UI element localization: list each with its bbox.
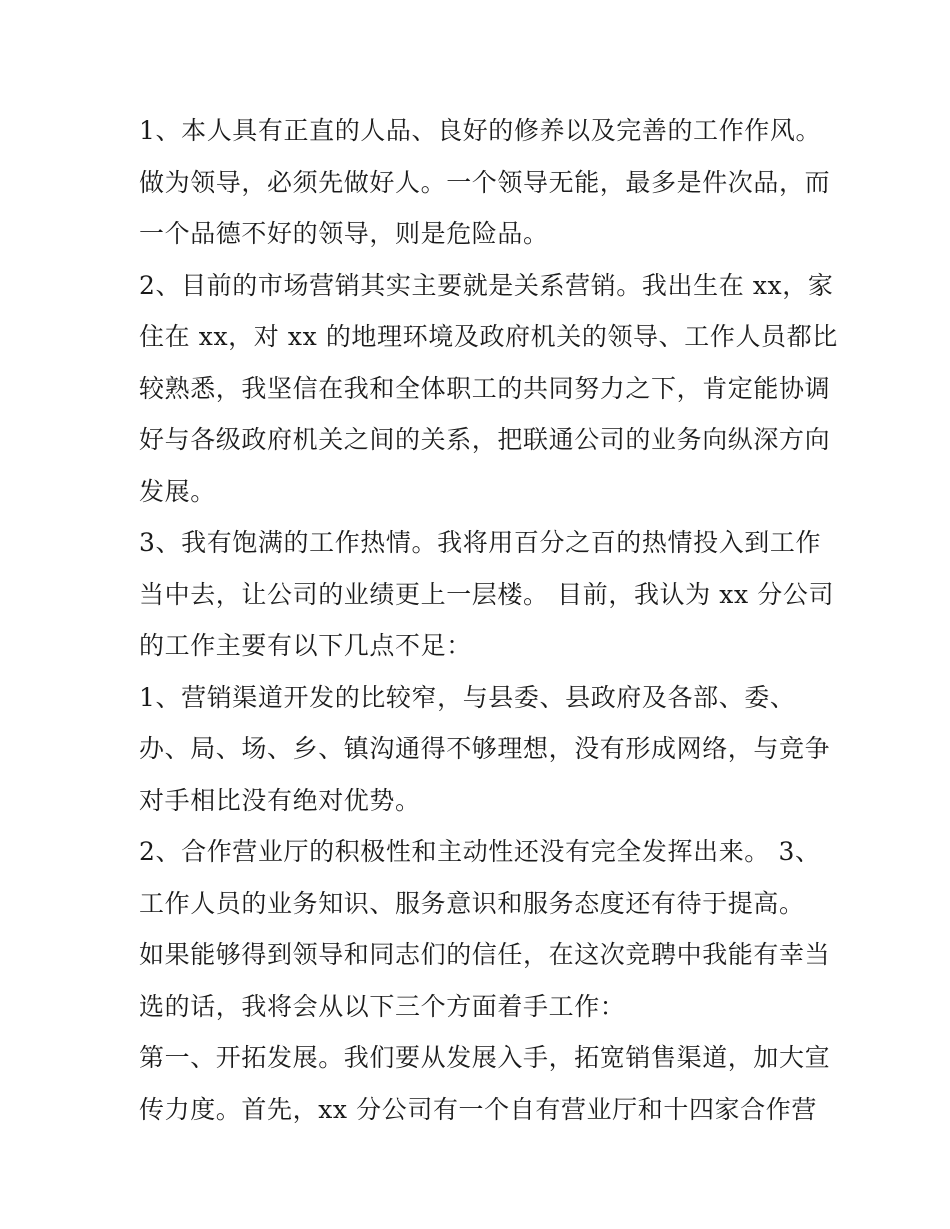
text-line: 住在 xx，对 xx 的地理环境及政府机关的领导、工作人员都比 [139,322,838,351]
text-line: 第一、开拓发展。我们要从发展入手，拓宽销售渠道，加大宣 [139,1043,831,1072]
text-line: 一个品德不好的领导，则是危险品。 [139,219,549,248]
text-line: 2、目前的市场营销其实主要就是关系营销。我出生在 xx，家 [139,270,834,300]
text-line: 2、合作营业厅的积极性和主动性还没有完全发挥出来。 3、 [139,837,821,866]
text-line: 较熟悉，我坚信在我和全体职工的共同努力之下，肯定能协调 [139,373,831,403]
text-line: 对手相比没有绝对优势。 [139,785,421,815]
text-line: 工作人员的业务知识、服务意识和服务态度还有待于提高。 [139,888,805,918]
text-line: 办、局、场、乡、镇沟通得不够理想，没有形成网络，与竞争 [139,734,831,763]
text-line: 当中去，让公司的业绩更上一层楼。 目前，我认为 xx 分公司 [139,579,835,609]
text-line: 发展。 [139,476,216,506]
text-line: 的工作主要有以下几点不足： [139,631,472,660]
body-text [139,105,838,1135]
text-line: 好与各级政府机关之间的关系，把联通公司的业务向纵深方向 [139,425,831,454]
text-line: 3、我有饱满的工作热情。我将用百分之百的热情投入到工作 [139,528,822,557]
text-line: 1、营销渠道开发的比较窄，与县委、县政府及各部、委、 [139,682,796,712]
text-line: 选的话，我将会从以下三个方面着手工作： [139,991,626,1021]
text-line: 如果能够得到领导和同志们的信任，在这次竞聘中我能有幸当 [139,940,831,969]
text-line: 做为领导，必须先做好人。一个领导无能，最多是件次品，而 [139,167,831,197]
text-line: 1、本人具有正直的人品、良好的修养以及完善的工作作风。 [139,116,822,145]
text-line: 传力度。首先，xx 分公司有一个自有营业厅和十四家合作营 [139,1094,817,1124]
